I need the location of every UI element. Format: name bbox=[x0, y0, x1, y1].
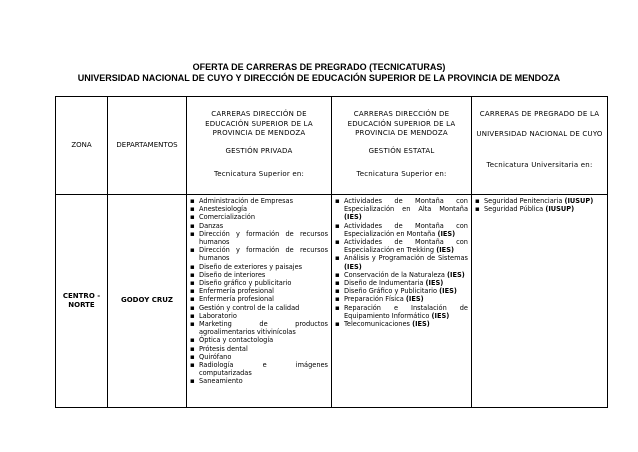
header-zona: ZONA bbox=[56, 97, 108, 195]
estatal-list bbox=[332, 197, 471, 328]
header-gestion-estatal bbox=[332, 97, 472, 195]
list-item: ▪ Dirección y formación de recursos humanos bbox=[187, 230, 328, 246]
list-item: ▪ Enfermería profesional bbox=[187, 295, 328, 303]
table-row bbox=[56, 195, 608, 408]
list-item: ▪ Laboratorio bbox=[187, 312, 328, 320]
header-privada-ter: Tecnicatura Superior en: bbox=[213, 170, 305, 178]
header-uncuyo bbox=[472, 97, 608, 195]
list-item bbox=[332, 271, 468, 279]
institution-tag: (IES) bbox=[447, 270, 465, 279]
institution-tag: (IES) bbox=[344, 262, 362, 271]
career-name: Análisis y Programación de Sistemas bbox=[344, 254, 468, 263]
career-name: Actividades de Montaña con Especialización en Montaña bbox=[344, 221, 468, 238]
career-name: Telecomunicaciones bbox=[344, 320, 413, 329]
list-item: ▪ Diseño gráfico y publicitario bbox=[187, 279, 328, 287]
list-item bbox=[332, 295, 468, 303]
institution-tag: (IES) bbox=[412, 320, 430, 329]
header-uncuyo-title2: UNIVERSIDAD NACIONAL DE CUYO bbox=[476, 129, 603, 138]
list-item: ▪ Enfermería profesional bbox=[187, 287, 328, 295]
privada-cell bbox=[187, 195, 332, 408]
list-item: ▪ Dirección y formación de recursos humanos bbox=[187, 246, 328, 262]
table-header-row bbox=[56, 97, 608, 195]
career-name: Actividades de Montaña con Especialización en Trekking bbox=[344, 238, 468, 255]
list-item: ▪ Gestión y control de la calidad bbox=[187, 304, 328, 312]
list-item bbox=[332, 222, 468, 238]
list-item bbox=[332, 320, 468, 328]
list-item: ▪ Radiología e imágenes computarizadas bbox=[187, 361, 328, 377]
list-item: ▪ Anestesiología bbox=[187, 205, 328, 213]
career-name: Diseño de Indumentaria bbox=[344, 279, 426, 288]
list-item: ▪ Comercialización bbox=[187, 213, 328, 221]
departamento-cell: GODOY CRUZ bbox=[108, 195, 187, 408]
list-item bbox=[332, 197, 468, 222]
header-privada-sub: GESTIÓN PRIVADA bbox=[225, 146, 293, 155]
institution-tag: (IES) bbox=[425, 279, 444, 288]
careers-table bbox=[55, 96, 608, 408]
zona-cell: CENTRO - NORTE bbox=[56, 195, 108, 408]
career-name: Actividades de Montaña con Especialización en Alta Montaña bbox=[344, 197, 468, 214]
list-item: ▪ Diseño de interiores bbox=[187, 271, 328, 279]
privada-list bbox=[187, 197, 331, 386]
document-subtitle: UNIVERSIDAD NACIONAL DE CUYO Y DIRECCIÓN DE EDUCACIÓN SUPERIOR DE LA PROVINCIA DE MENDOZA bbox=[77, 73, 561, 83]
institution-tag: (IUSUP) bbox=[564, 197, 594, 205]
career-name: Preparación Física bbox=[344, 295, 406, 304]
uncuyo-cell bbox=[472, 195, 608, 408]
institution-tag: (IES) bbox=[437, 229, 456, 238]
header-estatal-ter: Tecnicatura Superior en: bbox=[356, 170, 447, 178]
list-item: ▪ Danzas bbox=[187, 222, 328, 230]
document-title: OFERTA DE CARRERAS DE PREGRADO (TECNICATURAS) bbox=[192, 62, 446, 72]
institution-tag: (IES) bbox=[439, 287, 457, 296]
header-departamentos: DEPARTAMENTOS bbox=[108, 97, 187, 195]
institution-tag: (IES) bbox=[344, 213, 362, 222]
list-item: ▪ Quirófano bbox=[187, 353, 328, 361]
estatal-cell bbox=[332, 195, 472, 408]
career-name: Diseño Gráfico y Publicitario bbox=[344, 287, 440, 296]
list-item bbox=[332, 304, 468, 320]
institution-tag: (IES) bbox=[431, 311, 450, 320]
list-item bbox=[332, 254, 468, 270]
institution-tag: (IES) bbox=[405, 295, 424, 304]
list-item: ▪ Prótesis dental bbox=[187, 345, 328, 353]
header-estatal-title: CARRERAS DIRECCIÓN DE EDUCACIÓN SUPERIOR DE LA PROVINCIA DE MENDOZA bbox=[347, 110, 456, 137]
list-item bbox=[472, 197, 604, 205]
list-item bbox=[332, 238, 468, 254]
list-item: ▪ Saneamiento bbox=[187, 377, 328, 385]
list-item: ▪ Administración de Empresas bbox=[187, 197, 328, 205]
institution-tag: (IES) bbox=[436, 246, 454, 255]
career-name: Reparación e Instalación de Equipamiento Informático bbox=[344, 303, 468, 320]
header-estatal-sub: GESTIÓN ESTATAL bbox=[368, 146, 435, 155]
career-name: Seguridad Pública bbox=[484, 205, 546, 214]
header-privada-title: CARRERAS DIRECCIÓN DE EDUCACIÓN SUPERIOR DE LA PROVINCIA DE MENDOZA bbox=[205, 110, 313, 137]
career-name: Seguridad Penitenciaria bbox=[484, 197, 565, 205]
institution-tag: (IUSUP) bbox=[545, 205, 575, 214]
list-item bbox=[332, 287, 468, 295]
list-item bbox=[332, 279, 468, 287]
header-uncuyo-title1: CARRERAS DE PREGRADO DE LA bbox=[479, 110, 600, 118]
list-item: ▪ Diseño de exteriores y paisajes bbox=[187, 263, 328, 271]
career-name: Conservación de la Naturaleza bbox=[344, 270, 448, 279]
list-item: ▪ Óptica y contactología bbox=[187, 336, 328, 344]
list-item: ▪ Marketing de productos agroalimentarios vitivinícolas bbox=[187, 320, 328, 336]
header-gestion-privada bbox=[187, 97, 332, 195]
header-uncuyo-ter: Tecnicatura Universitaria en: bbox=[486, 161, 593, 169]
uncuyo-list bbox=[472, 197, 607, 213]
list-item bbox=[472, 205, 604, 213]
